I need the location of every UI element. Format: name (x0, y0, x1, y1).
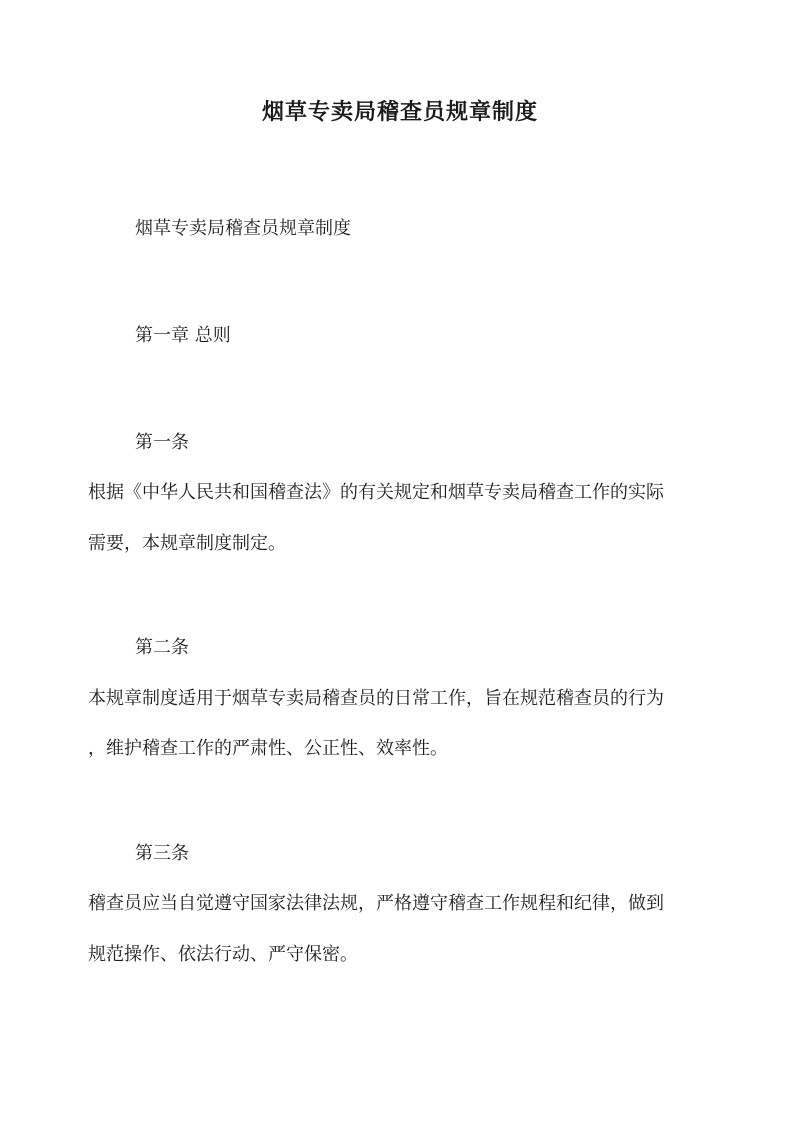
article-2-line-1: 本规章制度适用于烟草专卖局稽查员的日常工作，旨在规范稽查员的行为 (88, 688, 664, 709)
article-2-heading: 第二条 (135, 637, 189, 658)
document-title: 烟草专卖局稽查员规章制度 (261, 99, 538, 125)
article-3-line-1: 稽查员应当自觉遵守国家法律法规，严格遵守稽查工作规程和纪律，做到 (88, 893, 664, 914)
chapter-heading: 第一章 总则 (135, 325, 231, 346)
article-2-line-2: ，维护稽查工作的严肃性、公正性、效率性。 (88, 738, 448, 759)
article-3-heading: 第三条 (135, 843, 189, 864)
article-3-line-2: 规范操作、依法行动、严守保密。 (88, 944, 358, 965)
article-1-line-2: 需要，本规章制度制定。 (88, 533, 286, 554)
document-subtitle: 烟草专卖局稽查员规章制度 (135, 218, 351, 239)
article-1-line-1: 根据《中华人民共和国稽查法》的有关规定和烟草专卖局稽查工作的实际 (88, 482, 664, 503)
article-1-heading: 第一条 (135, 432, 189, 453)
